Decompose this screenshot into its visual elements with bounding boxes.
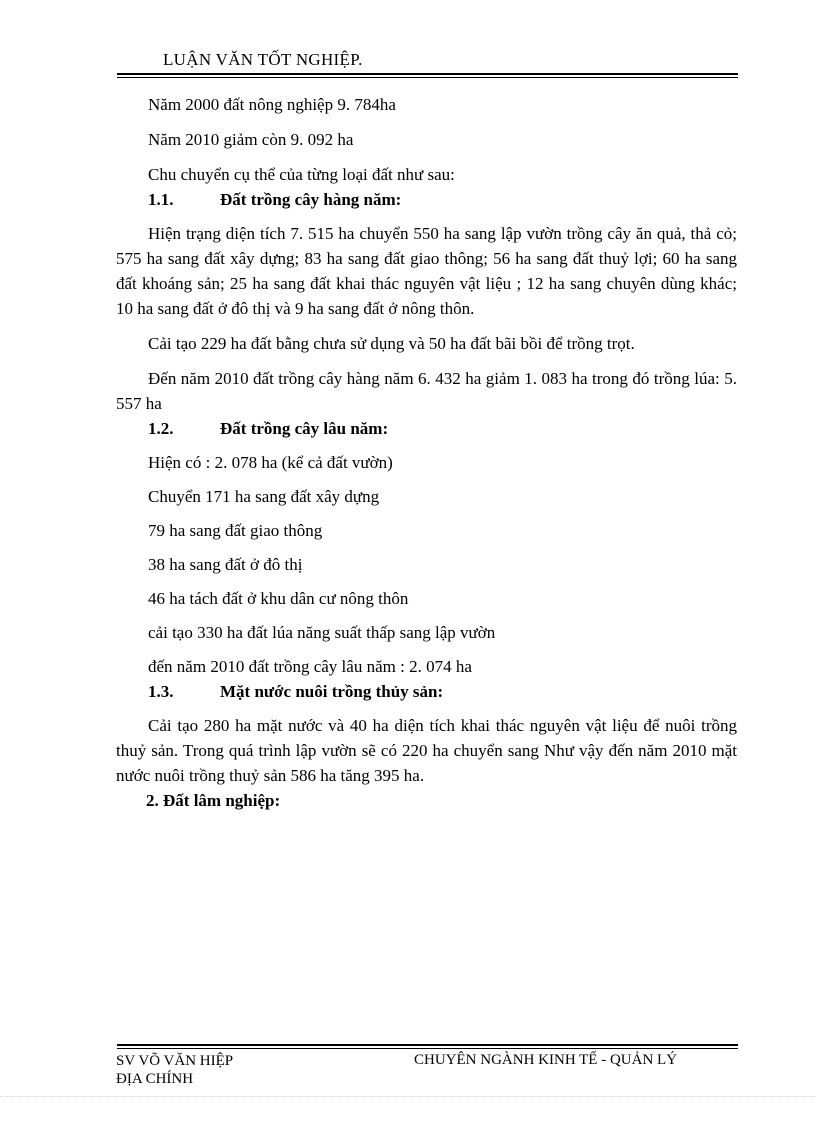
- list-item: cải tạo 330 ha đất lúa năng suất thấp sang lập vườn: [148, 623, 496, 642]
- paragraph: Hiện trạng diện tích 7. 515 ha chuyển 550 ha sang lập vườn trồng cây ăn quả, thả cỏ; 575 ha sang đất xây dựng; 83 ha sang đất giao thông; 56 ha sang đất thuỷ lợi; 60 ha sang đất khoáng sản; 25 ha sang đất khai thác nguyên vật liệu ; 12 ha sang chuyên dùng khác; 10 ha sang đất ở đô thị và 9 ha sang đất ở nông thôn.: [116, 224, 737, 318]
- section-heading-2: 2. Đất lâm nghiệp:: [146, 791, 281, 810]
- section-heading-1-3: [116, 679, 737, 704]
- footer-rule-bottom: [117, 1048, 738, 1049]
- list-item: 46 ha tách đất ở khu dân cư nông thôn: [148, 589, 409, 608]
- footer-author-name: SV VÕ VĂN HIỆP: [116, 1053, 234, 1069]
- paragraph: Đến năm 2010 đất trồng cây hàng năm 6. 432 ha giảm 1. 083 ha trong đó trồng lúa: 5. 557 ha: [116, 369, 737, 413]
- list-item: Chuyển 171 ha sang đất xây dựng: [148, 487, 380, 506]
- header-rule-top: [117, 73, 738, 75]
- section-number: 1.3.: [148, 682, 174, 701]
- page-boundary: [0, 1096, 816, 1097]
- section-heading-1-1: [116, 187, 737, 212]
- text-line: Năm 2010 giảm còn 9. 092 ha: [148, 130, 354, 149]
- list-item: 38 ha sang đất ở đô thị: [148, 555, 303, 574]
- page-header-title: LUẬN VĂN TỐT NGHIỆP.: [163, 50, 363, 69]
- section-title: Mặt nước nuôi trồng thủy sản:: [220, 682, 444, 701]
- document-body: [116, 92, 737, 813]
- list-item: Hiện có : 2. 078 ha (kể cả đất vườn): [148, 453, 393, 472]
- footer-author-dept: ĐỊA CHÍNH: [116, 1071, 194, 1087]
- footer-rule-top: [117, 1044, 738, 1046]
- section-title: Đất trồng cây hàng năm:: [220, 190, 402, 209]
- list-item: đến năm 2010 đất trồng cây lâu năm : 2. 074 ha: [148, 657, 472, 676]
- section-title: Đất trồng cây lâu năm:: [220, 419, 389, 438]
- footer-author: [116, 1052, 233, 1088]
- text-line: Chu chuyển cụ thể của từng loại đất như sau:: [148, 165, 455, 184]
- paragraph: Cải tạo 229 ha đất bằng chưa sử dụng và 50 ha đất bãi bồi để trồng trọt.: [148, 334, 635, 353]
- text-line: Năm 2000 đất nông nghiệp 9. 784ha: [148, 95, 396, 114]
- list-item: 79 ha sang đất giao thông: [148, 521, 323, 540]
- section-number: 1.1.: [148, 190, 174, 209]
- section-number: 1.2.: [148, 419, 174, 438]
- footer-major: CHUYÊN NGÀNH KINH TẾ - QUẢN LÝ: [414, 1052, 678, 1068]
- header-rule-bottom: [117, 77, 738, 78]
- paragraph: Cải tạo 280 ha mặt nước và 40 ha diện tích khai thác nguyên vật liệu để nuôi trồng thuỷ sản. Trong quá trình lập vườn sẽ có 220 ha chuyển sang Như vậy đến năm 2010 mặt nước nuôi trồng thuỷ sản 586 ha tăng 395 ha.: [116, 716, 737, 785]
- section-heading-1-2: [116, 416, 737, 441]
